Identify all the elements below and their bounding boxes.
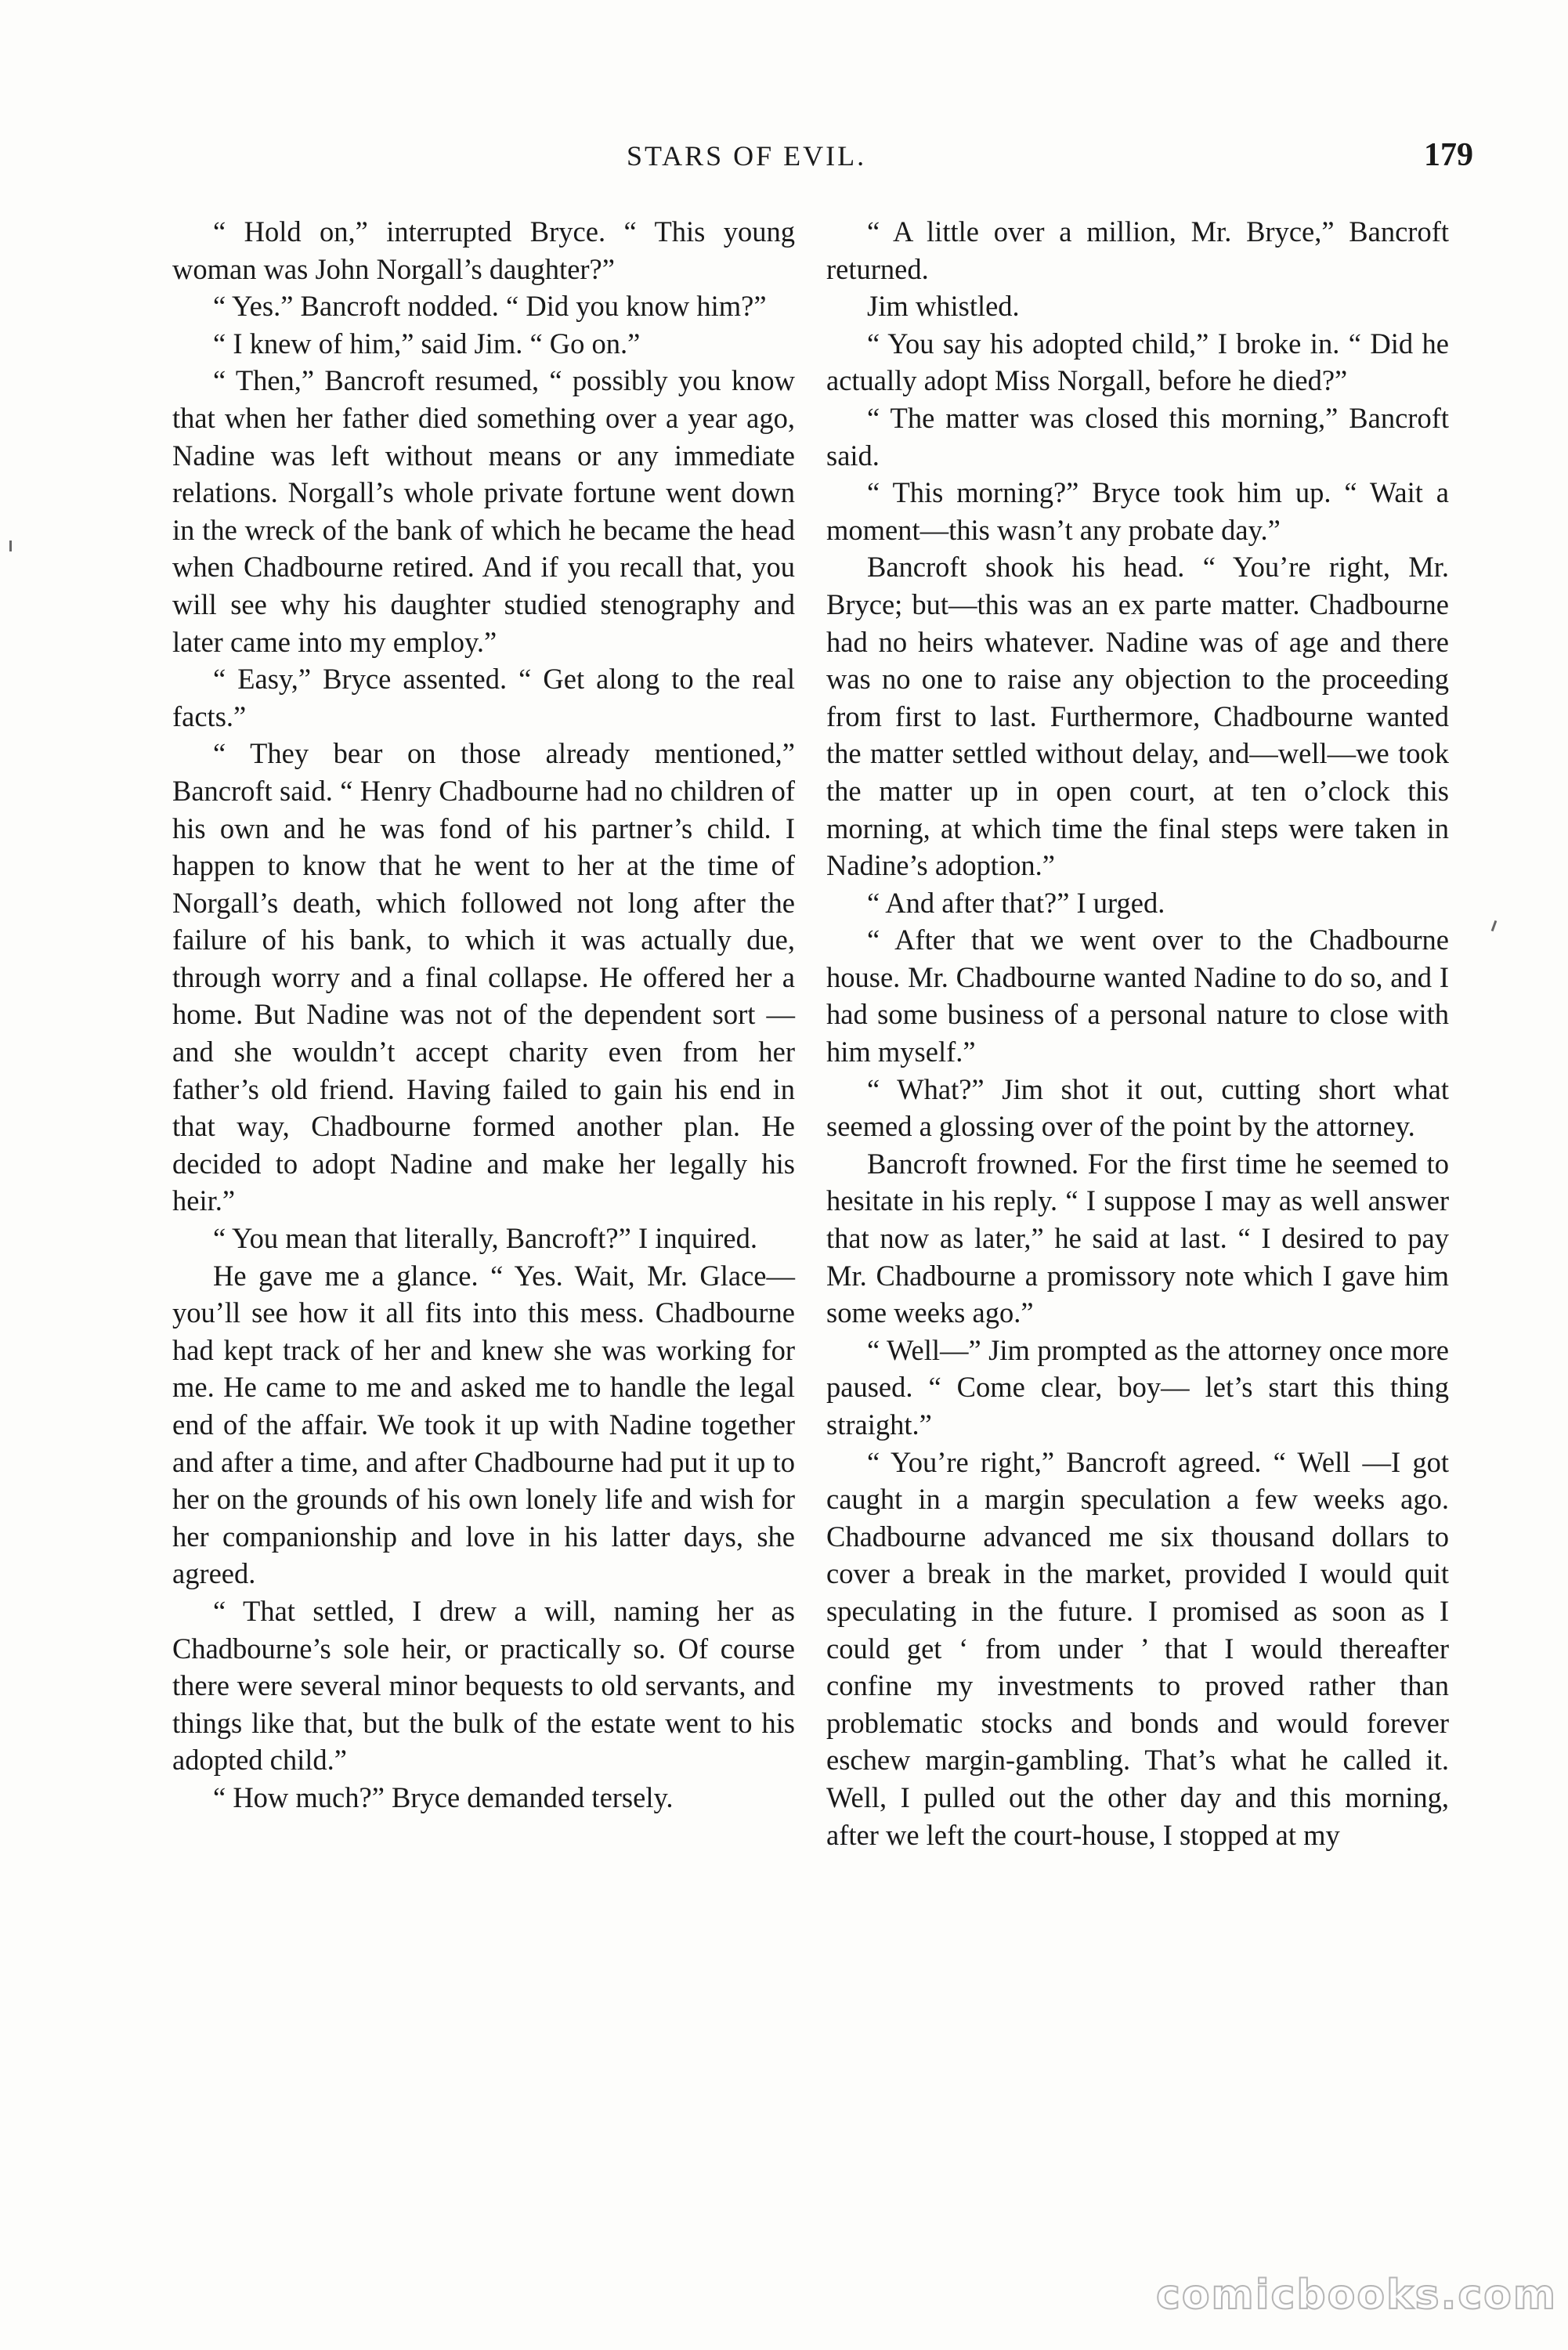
paragraph: “ That settled, I drew a will, naming her as Chadbourne’s sole heir, or practically so. Of course there were several minor bequests to old servants, and things like that, but the bulk of the estate went to his adopted child.” xyxy=(172,1594,795,1777)
paragraph: “ I knew of him,” said Jim. “ Go on.” xyxy=(213,327,641,360)
paragraph: Jim whistled. xyxy=(867,290,1020,323)
paragraph: “ They bear on those already mentioned,” Bancroft said. “ Henry Chadbourne had no children of his own and he was fond of his partner’s child. I happen to know that he went to her at the time of Norgall’s death, which followed not long after the failure of his bank, to which it was actually due, through worry and a final collapse. He offered her a home. But Nadine was not of the dependent sort —and she wouldn’t accept charity even from her father’s old friend. Having failed to gain his end in that way, Chadbourne formed another plan. He decided to adopt Nadine and make her legally his heir.” xyxy=(172,737,795,1217)
paragraph: “ Then,” Bancroft resumed, “ possibly you know that when her father died something over a year ago, Nadine was left without means or any immediate relations. Norgall’s whole private fortune went down in the wreck of the bank of which he became the head when Chadbourne retired. And if you recall that, you will see why his daughter studied stenography and later came into my employ.” xyxy=(172,364,795,658)
running-title: STARS OF EVIL. xyxy=(627,140,867,172)
paragraph: “ Well—” Jim prompted as the attorney once more paused. “ Come clear, boy— let’s start this thing straight.” xyxy=(826,1333,1449,1441)
watermark: comicbooks.com xyxy=(1156,2272,1558,2319)
paragraph: Bancroft frowned. For the first time he seemed to hesitate in his reply. “ I suppose I may as well answer that now as later,” he said at last. “ I desired to pay Mr. Chadbourne a promissory note which I gave him some weeks ago.” xyxy=(826,1147,1449,1329)
right-column xyxy=(826,213,1449,1853)
paragraph: “ Easy,” Bryce assented. “ Get along to the real facts.” xyxy=(172,663,795,732)
paragraph: “ You say his adopted child,” I broke in. “ Did he actually adopt Miss Norgall, before he died?” xyxy=(826,327,1449,397)
paragraph: “ And after that?” I urged. xyxy=(867,886,1165,919)
page-number: 179 xyxy=(1424,137,1473,173)
paragraph: “ This morning?” Bryce took him up. “ Wait a moment—this wasn’t any probate day.” xyxy=(826,476,1449,546)
margin-speck xyxy=(9,540,12,551)
running-head xyxy=(0,139,1568,186)
paragraph: “ What?” Jim shot it out, cutting short what seemed a glossing over of the point by the attorney. xyxy=(826,1072,1449,1143)
margin-speck xyxy=(1491,920,1498,931)
left-column xyxy=(172,213,795,1817)
paragraph: “ A little over a million, Mr. Bryce,” Bancroft returned. xyxy=(826,215,1449,285)
paragraph: “ How much?” Bryce demanded tersely. xyxy=(213,1781,674,1813)
paragraph: “ You’re right,” Bancroft agreed. “ Well —I got caught in a margin speculation a few weeks ago. Chadbourne advanced me six thousand dollars to cover a break in the market, provided I would quit speculating in the future. I promised as soon as I could get ‘ from under ’ that I would thereafter confine my investments to proved rather than problematic stocks and bonds and would forever eschew margin-gambling. That’s what he called it. Well, I pulled out the other day and this morning, after we left the court-house, I stopped at my xyxy=(826,1445,1449,1851)
paragraph: “ Hold on,” interrupted Bryce. “ This young woman was John Norgall’s daughter?” xyxy=(172,215,795,285)
paragraph: “ Yes.” Bancroft nodded. “ Did you know him?” xyxy=(213,290,767,323)
paragraph: “ You mean that literally, Bancroft?” I inquired. xyxy=(213,1222,757,1255)
paragraph: “ After that we went over to the Chadbourne house. Mr. Chadbourne wanted Nadine to do so, and I had some business of a personal nature to close with him myself.” xyxy=(826,924,1449,1068)
paragraph: Bancroft shook his head. “ You’re right, Mr. Bryce; but—this was an ex parte matter. Chadbourne had no heirs whatever. Nadine was of age and there was no one to raise any objection to the proceeding from first to last. Furthermore, Chadbourne wanted the matter settled without delay, and—well—we took the matter up in open court, at ten o’clock this morning, at which time the final steps were taken in Nadine’s adoption.” xyxy=(826,551,1449,882)
paragraph: He gave me a glance. “ Yes. Wait, Mr. Glace—you’ll see how it all fits into this mess. Chadbourne had kept track of her and knew she was working for me. He came to me and asked me to handle the legal end of the affair. We took it up with Nadine together and after a time, and after Chadbourne had put it up to her on the grounds of his own lonely life and wish for her companionship and love in his latter days, she agreed. xyxy=(172,1259,795,1590)
paragraph: “ The matter was closed this morning,” Bancroft said. xyxy=(826,401,1449,472)
